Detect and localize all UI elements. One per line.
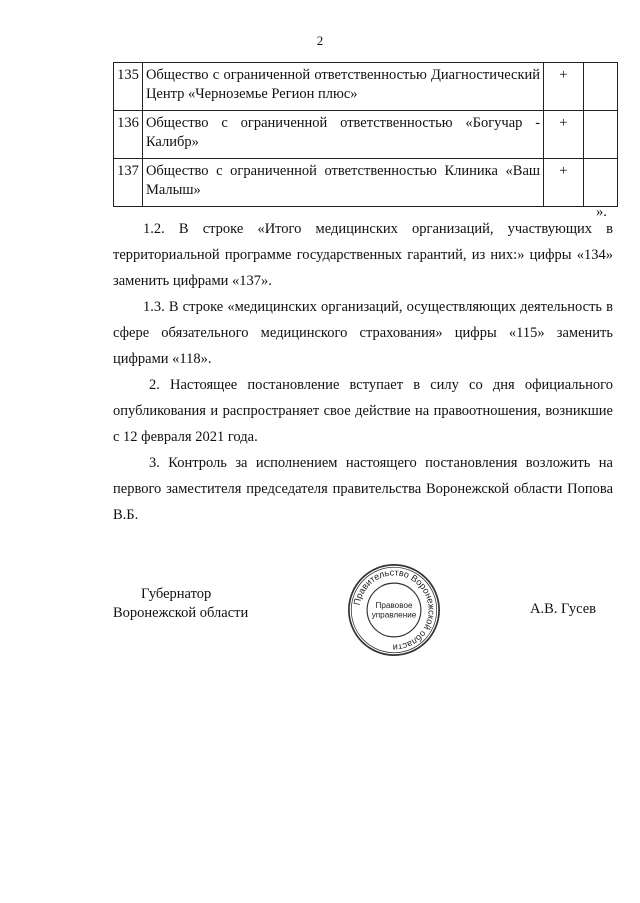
paragraph-3: 3. Контроль за исполнением настоящего постановления возложить на первого заместителя председателя правительства Воронежской области Попова В.Б. — [113, 455, 613, 523]
empty-cell — [583, 111, 617, 159]
stamp-center-line2: управление — [371, 610, 417, 620]
official-stamp — [346, 562, 442, 658]
signatory-title — [113, 585, 263, 623]
signatory-region: Воронежской области — [113, 605, 249, 621]
organization-name: Общество с ограниченной ответственностью «Богучар - Калибр» — [142, 111, 543, 159]
paragraph-1-3: 1.3. В строке «медицинских организаций, осуществляющих деятельность в сфере обязательного медицинского страхования» цифры «115» заменить цифрами «118». — [113, 299, 613, 367]
organization-name: Общество с ограниченной ответственностью Клиника «Ваш Малыш» — [142, 159, 543, 207]
participation-mark: + — [544, 111, 583, 159]
stamp-ring-text: Правительство Воронежской области — [351, 567, 437, 653]
organization-name: Общество с ограниченной ответственностью Диагностический Центр «Черноземье Регион плюс» — [142, 63, 543, 111]
stamp-center-line1: Правовое — [375, 601, 413, 611]
paragraph-1-2: 1.2. В строке «Итого медицинских организаций, участвующих в территориальной программе государственных гарантий, из них:» цифры «134» заменить цифрами «137». — [113, 221, 613, 289]
row-number: 136 — [114, 111, 143, 159]
participation-mark: + — [544, 159, 583, 207]
paragraph-2: 2. Настоящее постановление вступает в силу со дня официального опубликования и распространяет свое действие на правоотношения, возникшие с 12 февраля 2021 года. — [113, 377, 613, 445]
table-row — [114, 63, 618, 111]
organizations-table — [113, 62, 618, 207]
signatory-position: Губернатор — [141, 586, 212, 602]
empty-cell — [583, 159, 617, 207]
participation-mark: + — [544, 63, 583, 111]
empty-cell — [583, 63, 617, 111]
table-row — [114, 111, 618, 159]
table-row — [114, 159, 618, 207]
row-number: 135 — [114, 63, 143, 111]
row-number: 137 — [114, 159, 143, 207]
page-number: 2 — [316, 33, 324, 48]
signatory-name: А.В. Гусев — [530, 601, 596, 617]
closing-quote: ». — [596, 204, 607, 220]
